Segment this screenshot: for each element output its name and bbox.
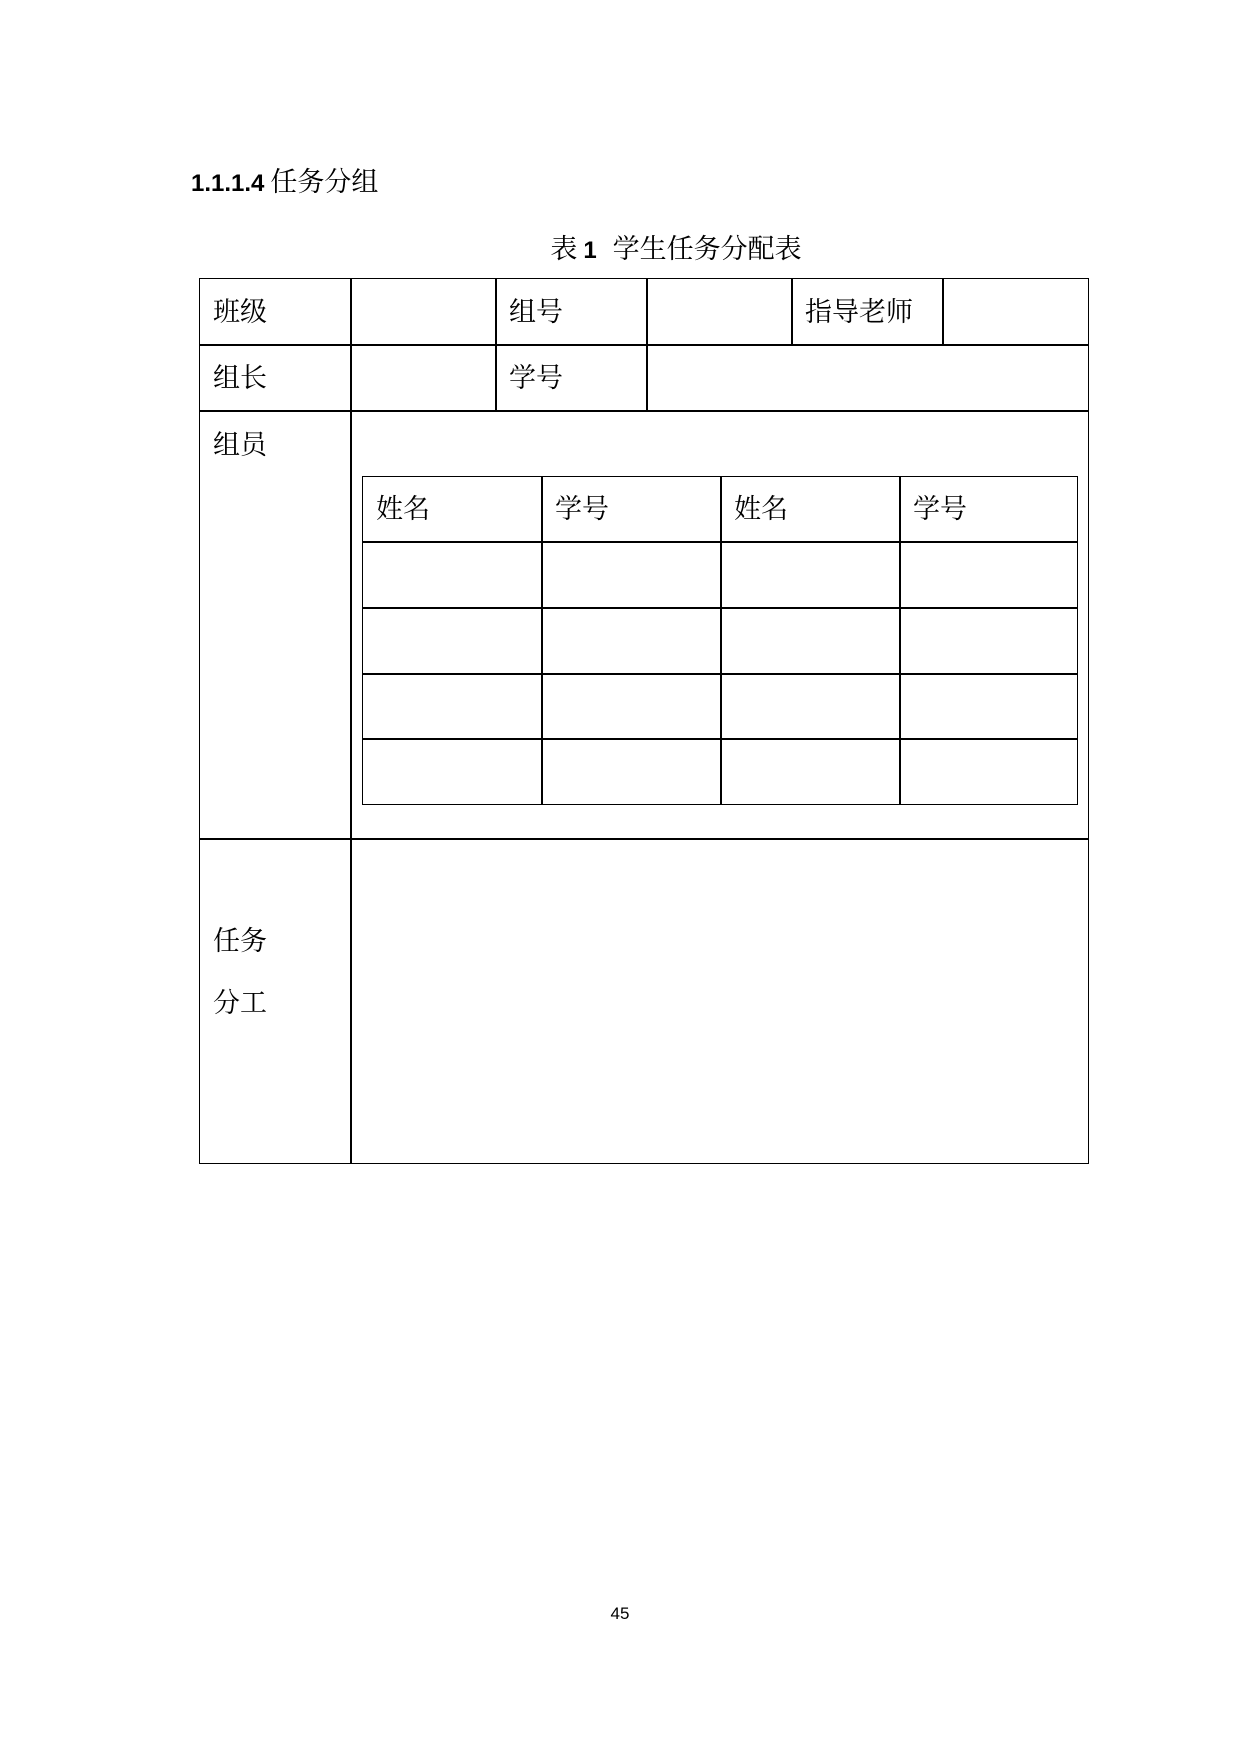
member-cell[interactable]	[901, 740, 1077, 803]
member-cell[interactable]	[364, 543, 540, 606]
members-label: 组员	[213, 430, 267, 461]
leader-id-label: 学号	[509, 363, 563, 394]
member-cell[interactable]	[543, 675, 719, 737]
table-caption-label: 表	[550, 234, 578, 265]
member-cell[interactable]	[543, 740, 719, 803]
member-cell[interactable]	[543, 543, 719, 606]
section-number: 1.1.1.4	[191, 170, 265, 197]
table-caption-title: 学生任务分配表	[612, 234, 802, 265]
class-label: 班级	[213, 297, 267, 328]
member-cell[interactable]	[722, 740, 898, 803]
member-cell[interactable]	[722, 609, 898, 672]
class-field[interactable]	[352, 280, 494, 343]
member-cell[interactable]	[364, 740, 540, 803]
group-no-label: 组号	[509, 297, 563, 328]
section-title: 任务分组	[270, 167, 379, 198]
members-header-name-1: 姓名	[376, 494, 430, 525]
members-header-name-2: 姓名	[734, 494, 788, 525]
members-header-id-2: 学号	[913, 494, 967, 525]
task-label-line-1: 任务	[213, 926, 267, 957]
member-cell[interactable]	[543, 609, 719, 672]
leader-id-field[interactable]	[648, 346, 1087, 409]
member-cell[interactable]	[901, 609, 1077, 672]
member-cell[interactable]	[722, 675, 898, 737]
leader-label: 组长	[213, 363, 267, 394]
member-cell[interactable]	[722, 543, 898, 606]
page-number: 45	[610, 1604, 630, 1623]
member-cell[interactable]	[901, 543, 1077, 606]
table-caption	[0, 230, 1240, 271]
advisor-field[interactable]	[944, 280, 1087, 343]
members-header-id-1: 学号	[555, 494, 609, 525]
member-cell[interactable]	[364, 675, 540, 737]
advisor-label: 指导老师	[805, 297, 913, 328]
leader-name-field[interactable]	[352, 346, 494, 409]
member-cell[interactable]	[901, 675, 1077, 737]
task-division-field[interactable]	[352, 840, 1087, 1162]
group-no-field[interactable]	[648, 280, 790, 343]
table-caption-number: 1	[583, 237, 597, 264]
section-heading	[191, 163, 378, 204]
task-label-line-2: 分工	[213, 988, 267, 1019]
member-cell[interactable]	[364, 609, 540, 672]
